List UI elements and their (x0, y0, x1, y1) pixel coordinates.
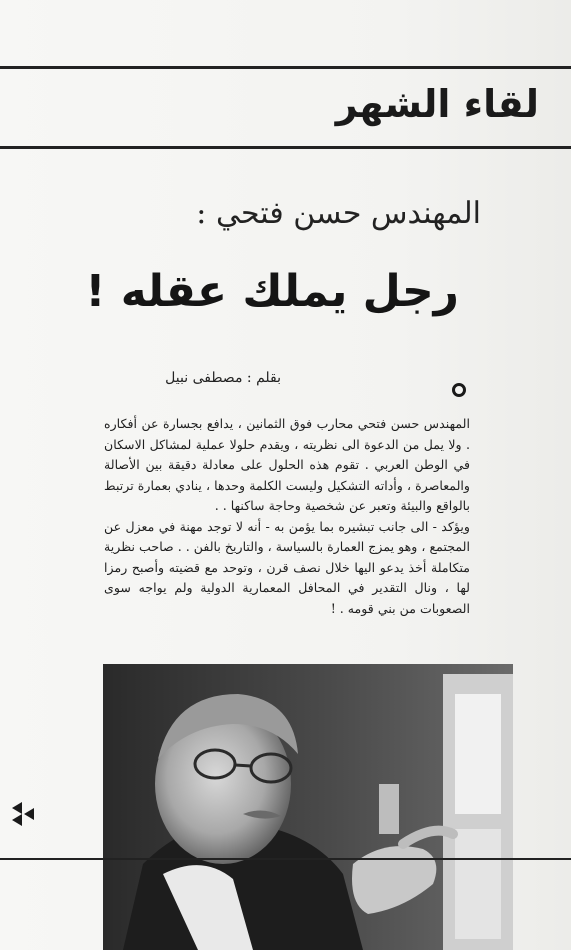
article-title: رجل يملك عقله ! (85, 266, 459, 317)
article-byline: بقلم : مصطفى نبيل (165, 370, 281, 386)
portrait-photo (103, 664, 513, 950)
section-title: لقاء الشهر (335, 82, 539, 126)
article-pretitle: المهندس حسن فتحي : (196, 196, 481, 231)
header-rule-top (0, 66, 571, 69)
header-rule-bottom (0, 146, 571, 149)
article-paragraph: المهندس حسن فتحي محارب فوق الثمانين ، يدافع بجسارة عن أفكاره . ولا يمل من الدعوة الى نظريته ، ويقدم حلولا عملية لمشاكل الاسكان في الوطن العربي . تقوم هذه الحلول على معادلة دقيقة بين الأصالة والمعاصرة ، وأداته التشكيل وليست الكلمة وحدها ، ينادي بعمارة ترتبط بالواقع والبيئة وتعبر عن شخصية وحاجة ساكنها . . (104, 416, 470, 513)
article-body (104, 414, 470, 619)
article-paragraph: ويؤكد - الى جانب تبشيره بما يؤمن به - أنه لا توجد مهنة في معزل عن المجتمع ، وهو يمزج العمارة بالسياسة ، والتاريخ بالفن . . صاحب نظرية متكاملة أخذ يدعو اليها خلال نصف قرن ، وتوحد مع قضيته وأصبح رمزا لها ، ونال التقدير في المحافل المعمارية الدولية ولم يواجه سوى الصعوبات من بني قومه . ! (104, 518, 470, 616)
footer-rule (0, 858, 571, 860)
bullet-circle-icon (452, 383, 466, 397)
arrow-pointers-icon (10, 800, 36, 826)
